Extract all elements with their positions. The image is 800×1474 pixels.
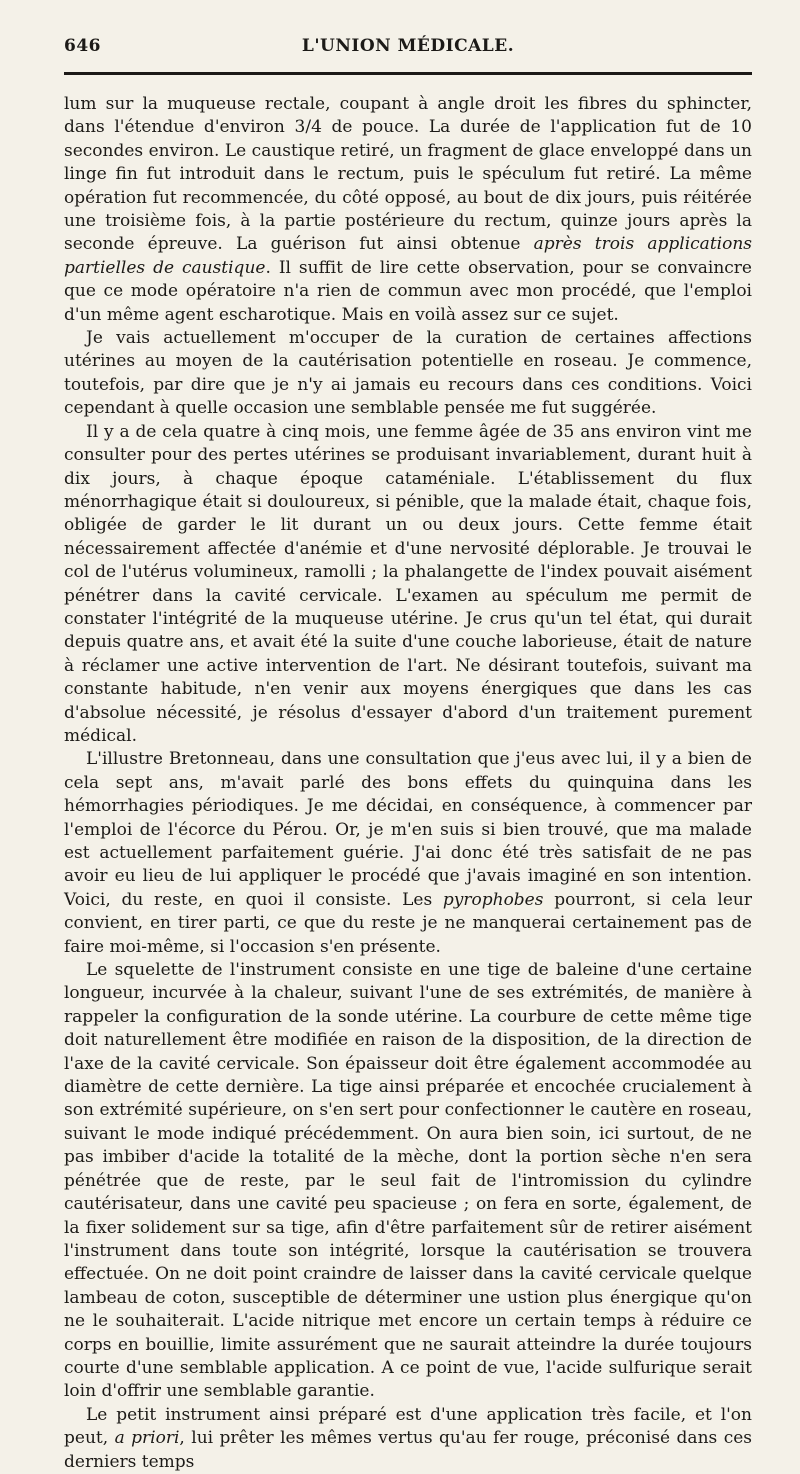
text-run: Le petit instrument ainsi préparé est d'une application très facile, et l'on peut,	[64, 1404, 752, 1449]
text-run: . Il suffit de lire cette observation, pour se convaincre que ce mode opératoire n'a rien de commun avec mon procédé, que l'emploi d'un même agent escharotique. Mais en voilà assez sur ce sujet.	[64, 257, 752, 325]
text-run: lum sur la muqueuse rectale, coupant à angle droit les fibres du sphincter, dans l'étendue d'environ 3/4 de pouce. La durée de l'application fut de 10 secondes environ. Le caustique retiré, un fragment de glace enveloppé dans un linge fin fut introduit dans le rectum, puis le spéculum fut retiré. La même opération fut recommencée, du côté opposé, au bout de dix jours, puis réitérée une troisième fois, à la partie postérieure du rectum, quinze jours après la seconde épreuve. La guérison fut ainsi obtenue	[64, 94, 752, 255]
text-run: Il y a de cela quatre à cinq mois, une femme âgée de 35 ans environ vint me consulter pour des pertes utérines se produisant invariablement, durant huit à dix jours, à chaque époque cataméniale. L'établissement du flux ménorrhagique était si douloureux, si pénible, que la malade était, chaque fois, obligée de garder le lit durant un ou deux jours. Cette femme était nécessairement affectée d'anémie et d'une nervosité déplorable. Je trouvai le col de l'utérus volumineux, ramolli ; la phalangette de l'index pouvait aisément pénétrer dans la cavité cervicale. L'examen au spéculum me permit de constater l'intégrité de la muqueuse utérine. Je crus qu'un tel état, qui durait depuis quatre ans, et avait été la suite d'une couche laborieuse, était de nature à réclamer une active intervention de l'art. Ne désirant toutefois, suivant ma constante habitude, n'en venir aux moyens énergiques que dans les cas d'absolue nécessité, je résolus d'essayer d'abord d'un traitement purement médical.	[64, 421, 752, 746]
paragraph	[64, 959, 752, 1404]
page-header	[64, 36, 752, 64]
text-run: L'illustre Bretonneau, dans une consultation que j'eus avec lui, il y a bien de cela sept ans, m'avait parlé des bons effets du quinquina dans les hémorrhagies périodiques. Je me décidai, en conséquence, à commencer par l'emploi de l'écorce du Pérou. Or, je m'en suis si bien trouvé, que ma malade est actuellement parfaitement guérie. J'ai donc été très satisfait de ne pas avoir eu lieu de lui appliquer le procédé que j'avais imaginé en son intention. Voici, du reste, en quoi il consiste. Les	[64, 749, 752, 910]
text-body	[64, 93, 752, 1474]
header-rule	[64, 72, 752, 75]
text-run: pourront, si cela leur convient, en tirer parti, ce que du reste je ne manquerai certainement pas de faire moi-même, si l'occasion s'en présente.	[64, 889, 752, 957]
paragraph	[64, 748, 752, 959]
paragraph	[64, 327, 752, 421]
running-title: L'UNION MÉDICALE.	[301, 36, 515, 56]
italic-text: pyrophobes	[442, 889, 544, 910]
paragraph	[64, 93, 752, 327]
page-number: 646	[64, 36, 101, 56]
paragraph	[64, 1404, 752, 1474]
paragraph	[64, 421, 752, 749]
text-run: Le squelette de l'instrument consiste en une tige de baleine d'une certaine longueur, incurvée à la chaleur, suivant l'une de ses extrémités, de manière à rappeler la configuration de la sonde utérine. La courbure de cette même tige doit naturellement être modifiée en raison de la disposition, de la direction de l'axe de la cavité cervicale. Son épaisseur doit être également accommodée au diamètre de cette dernière. La tige ainsi préparée et encochée crucialement à son extrémité supérieure, on s'en sert pour confectionner le cautère en roseau, suivant le mode indiqué précédemment. On aura bien soin, ici surtout, de ne pas imbiber d'acide la totalité de la mèche, dont la portion sèche n'en sera pénétrée que de reste, par le seul fait de l'intromission du cylindre cautérisateur, dans une cavité peu spacieuse ; on fera en sorte, également, de la fixer solidement sur sa tige, afin d'être parfaitement sûr de retirer aisément l'instrument dans toute son intégrité, lorsque la cautérisation se trouvera effectuée. On ne doit point craindre de laisser dans la cavité cervicale quelque lambeau de coton, susceptible de déterminer une ustion plus énergique qu'on ne le souhaiterait. L'acide nitrique met encore un certain temps à réduire ce corps en bouillie, limite assurément que ne saurait atteindre la durée toujours courte d'une semblable application. A ce point de vue, l'acide sulfurique serait loin d'offrir une semblable garantie.	[64, 960, 752, 1402]
italic-text: après trois applications partielles de caustique	[64, 234, 752, 278]
text-run: Je vais actuellement m'occuper de la curation de certaines affections utérines au moyen de la cautérisation potentielle en roseau. Je commence, toutefois, par dire que je n'y ai jamais eu recours dans ces conditions. Voici cependant à quelle occasion une semblable pensée me fut suggérée.	[64, 328, 752, 419]
text-run: , lui prêter les mêmes vertus qu'au fer rouge, préconisé dans ces derniers temps	[64, 1428, 752, 1472]
italic-text: a priori	[114, 1428, 180, 1449]
